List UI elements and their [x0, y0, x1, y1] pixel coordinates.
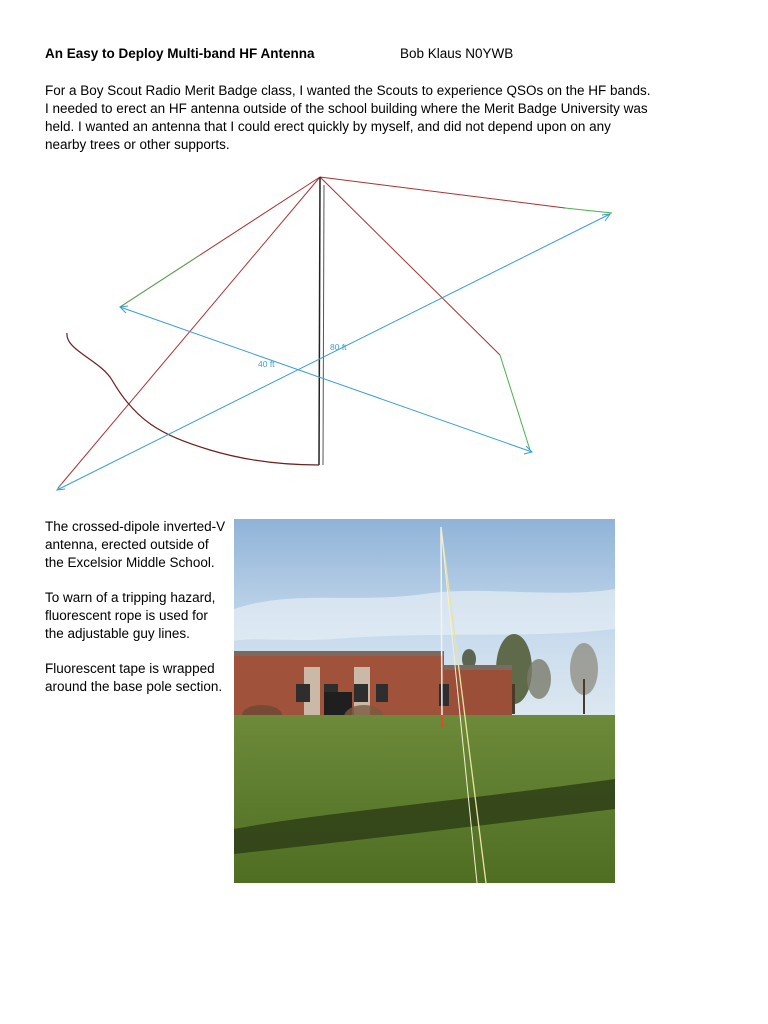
caption-paragraph: To warn of a tripping hazard, fluorescent rope is used for the adjustable guy lines. [45, 590, 216, 641]
title-row [45, 46, 514, 61]
author-callsign: Bob Klaus N0YWB [400, 46, 514, 61]
intro-line: held. I wanted an antenna that I could erect quickly by myself, and did not depend upon on any [45, 119, 611, 134]
dimension-line-80ft [57, 214, 610, 490]
dimension-label-40: 40 ft [258, 359, 275, 369]
mast-pole [323, 185, 324, 465]
antenna-mast [441, 527, 442, 719]
dipole-wire-end [500, 355, 530, 450]
dipole-wire [320, 177, 565, 208]
antenna-photo [234, 519, 615, 883]
mast-pole [319, 177, 320, 465]
intro-line: For a Boy Scout Radio Merit Badge class, I wanted the Scouts to experience QSOs on the HF bands. [45, 83, 651, 98]
dipole-wire [58, 177, 320, 488]
dipole-wire-end [120, 255, 200, 307]
intro-paragraph [45, 82, 735, 154]
caption-paragraph: The crossed-dipole inverted-V antenna, erected outside of the Excelsior Middle School. [45, 519, 226, 570]
antenna-diagram [40, 165, 630, 500]
dimension-line-40ft [120, 307, 532, 452]
dimension-label-80: 80 ft [330, 342, 347, 352]
photo-caption [45, 518, 230, 713]
intro-line: nearby trees or other supports. [45, 137, 230, 152]
coax-feedline [67, 333, 319, 465]
dipole-wire-end [565, 208, 612, 213]
document-title: An Easy to Deploy Multi-band HF Antenna [45, 46, 315, 61]
dipole-wire [320, 177, 500, 355]
intro-line: I needed to erect an HF antenna outside of the school building where the Merit Badge University was [45, 101, 648, 116]
caption-paragraph: Fluorescent tape is wrapped around the base pole section. [45, 661, 223, 694]
